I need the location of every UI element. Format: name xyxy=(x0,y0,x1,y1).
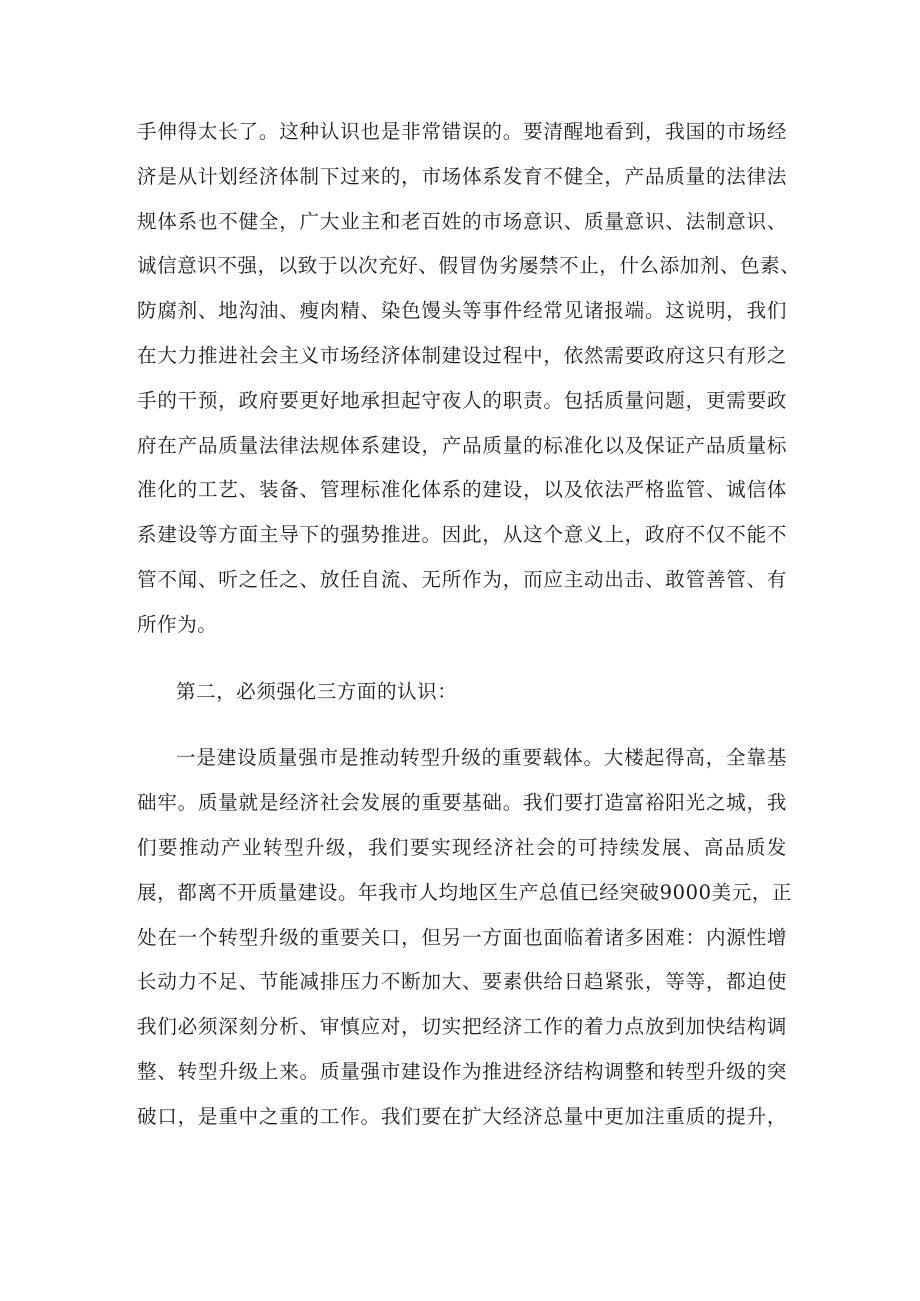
text-line: 系建设等方面主导下的强势推进。因此，从这个意义上，政府不仅不能不 xyxy=(137,523,787,547)
text-line: 准化的工艺、装备、管理标准化体系的建设，以及依法严格监管、诚信体 xyxy=(137,478,787,502)
text-line: 处在一个转型升级的重要关口，但另一方面也面临着诸多困难：内源性增 xyxy=(137,925,787,949)
text-line: 济是从计划经济体制下过来的，市场体系发育不健全，产品质量的法律法 xyxy=(137,164,787,188)
text-line: 础牢。质量就是经济社会发展的重要基础。我们要打造富裕阳光之城，我 xyxy=(137,791,787,815)
text-line: 府在产品质量法律法规体系建设，产品质量的标准化以及保证产品质量标 xyxy=(137,433,787,457)
text-line: 手的干预，政府要更好地承担起守夜人的职责。包括质量问题，更需要政 xyxy=(137,388,787,412)
text-line: 诚信意识不强，以致于以次充好、假冒伪劣屡禁不止，什么添加剂、色素、 xyxy=(137,254,801,278)
text-line: 规体系也不健全，广大业主和老百姓的市场意识、质量意识、法制意识、 xyxy=(137,209,787,233)
text-line: 破口，是重中之重的工作。我们要在扩大经济总量中更加注重质的提升， xyxy=(137,1104,787,1128)
text-line: 我们必须深刻分析、审慎应对，切实把经济工作的着力点放到加快结构调 xyxy=(137,1015,787,1039)
paragraph-continued xyxy=(137,110,801,648)
text-line: 一是建设质量强市是推动转型升级的重要载体。大楼起得高，全靠基 xyxy=(176,746,787,770)
paragraph xyxy=(137,736,793,1139)
text-line: 手伸得太长了。这种认识也是非常错误的。要清醒地看到，我国的市场经 xyxy=(137,120,787,143)
text-line: 们要推动产业转型升级，我们要实现经济社会的可持续发展、高品质发 xyxy=(137,835,787,859)
text-line: 第二，必须强化三方面的认识： xyxy=(176,679,458,703)
text-line: 管不闻、听之任之、放任自流、无所作为，而应主动出击、敢管善管、有 xyxy=(137,567,787,591)
text-line: 所作为。 xyxy=(137,612,218,636)
text-line: 整、转型升级上来。质量强市建设作为推进经济结构调整和转型升级的突 xyxy=(137,1059,787,1083)
text-line: 展，都离不开质量建设。年我市人均地区生产总值已经突破9000美元，正 xyxy=(137,880,793,904)
section-heading xyxy=(137,670,787,715)
text-line: 长动力不足、节能减排压力不断加大、要素供给日趋紧张，等等，都迫使 xyxy=(137,970,787,994)
document-body xyxy=(137,110,801,1140)
text-line: 在大力推进社会主义市场经济体制建设过程中，依然需要政府这只有形之 xyxy=(137,343,787,367)
text-line: 防腐剂、地沟油、瘦肉精、染色馒头等事件经常见诸报端。这说明，我们 xyxy=(137,299,787,323)
